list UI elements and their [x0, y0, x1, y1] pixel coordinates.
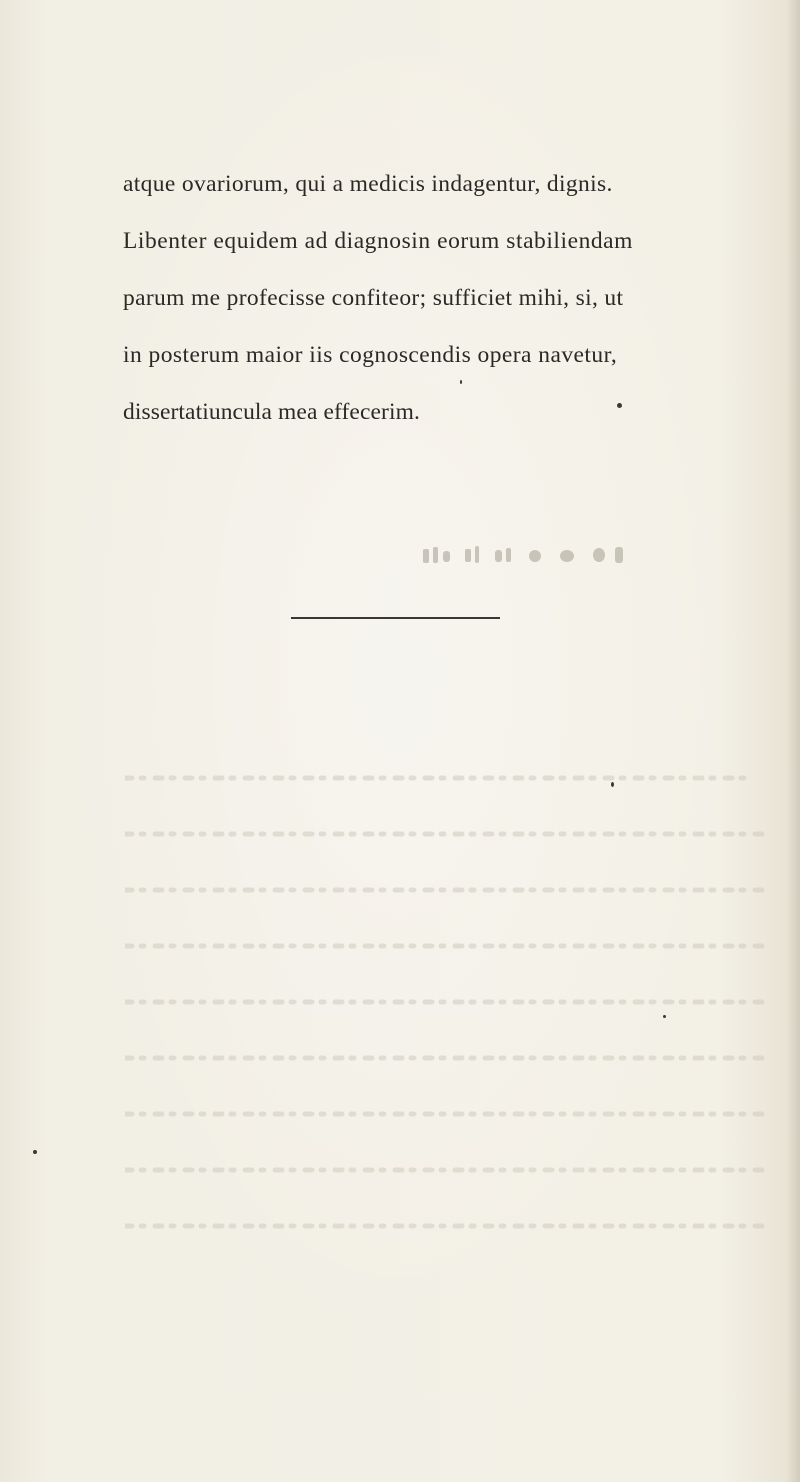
ink-speck [33, 1150, 37, 1154]
printer-ornament-icon [395, 543, 635, 567]
ink-speck [617, 403, 622, 408]
ink-speck [460, 380, 462, 384]
page-edge-shadow [786, 0, 800, 1482]
text-line: atque ovariorum, qui a medicis indagentur, dignis. [123, 171, 613, 197]
section-rule [291, 617, 500, 619]
show-through-texture [125, 760, 765, 1260]
text-line: in posterum maior iis cognoscendis opera navetur, [123, 342, 618, 368]
ink-speck [611, 782, 614, 787]
text-line: parum me profecisse confiteor; sufficiet mihi, si, ut [123, 285, 624, 311]
text-line: dissertatiuncula mea effecerim. [123, 399, 420, 425]
body-text [123, 156, 773, 441]
text-line: Libenter equidem ad diagnosin eorum stabiliendam [123, 228, 633, 254]
ink-speck [663, 1015, 666, 1018]
